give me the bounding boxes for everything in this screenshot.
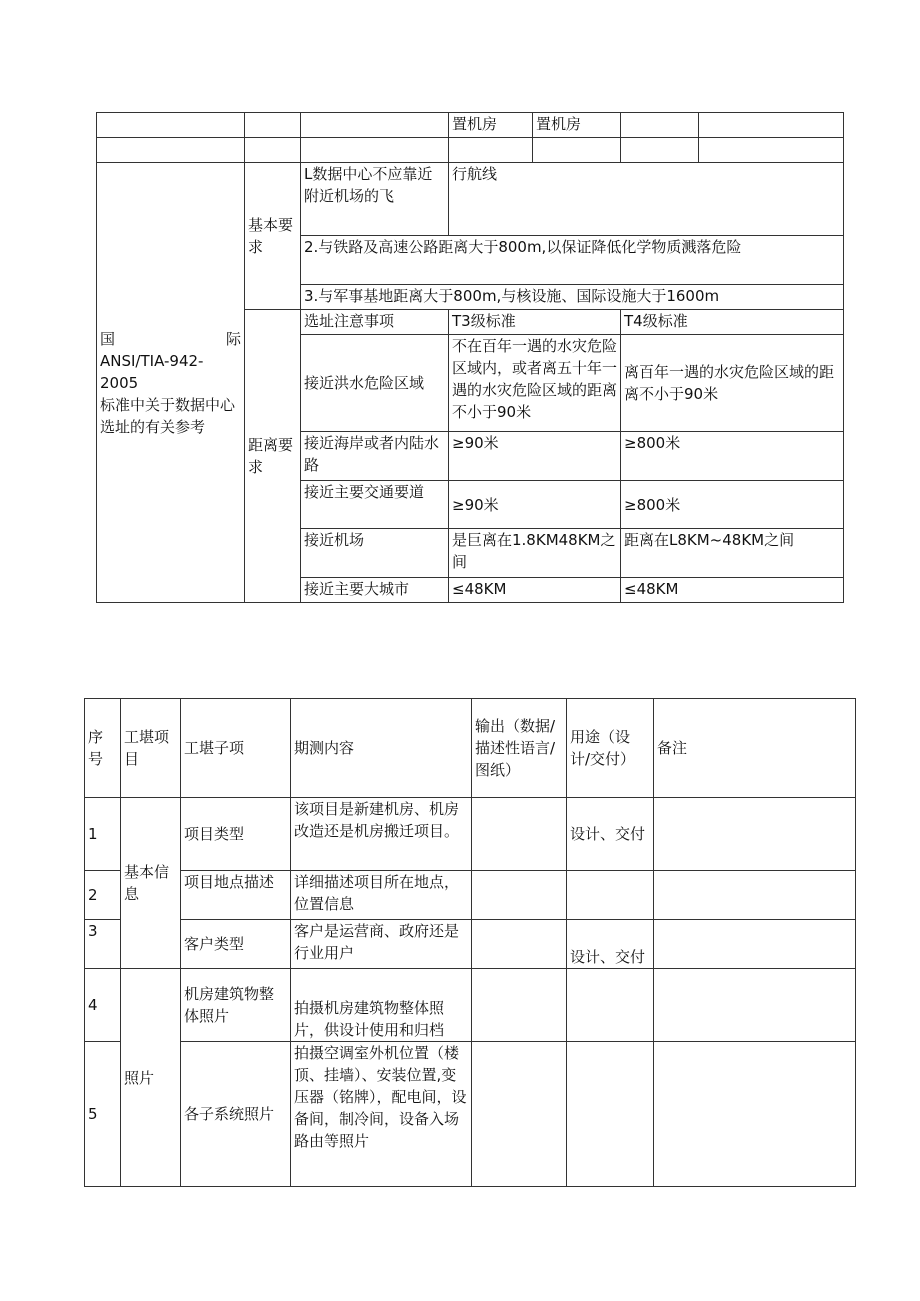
table-cell: 项目类型 [181, 798, 291, 871]
reference-title-line: 标准中关于数据中心选址的有关参考 [100, 395, 236, 436]
table-cell: ≥90米 [449, 432, 621, 481]
group-cell: 照片 [121, 969, 181, 1187]
reference-title-cell [97, 163, 245, 603]
table-cell: 2 [85, 871, 121, 920]
table-cell: 各子系统照片 [181, 1042, 291, 1187]
table-cell: ≥90米 [449, 481, 621, 529]
table-cell: 5 [85, 1042, 121, 1187]
table-cell: 客户是运营商、政府还是行业用户 [291, 920, 472, 969]
table-cell: 接近机场 [301, 529, 449, 578]
table-cell [97, 138, 245, 163]
table-cell [567, 1042, 654, 1187]
table-cell: 接近主要大城市 [301, 578, 449, 603]
table-cell [472, 969, 567, 1042]
table-cell [472, 1042, 567, 1187]
table-cell: ≥800米 [621, 481, 844, 529]
table-cell [621, 138, 699, 163]
table-cell [621, 113, 699, 138]
table-cell: 设计、交付 [567, 798, 654, 871]
table-cell: L数据中心不应靠近附近机场的飞 [301, 163, 449, 236]
table-cell [567, 969, 654, 1042]
table-cell [699, 138, 844, 163]
table-cell: 置机房 [449, 113, 533, 138]
table-cell [472, 798, 567, 871]
table-cell [533, 138, 621, 163]
table-cell: 4 [85, 969, 121, 1042]
survey-items-table [84, 698, 856, 1187]
table-cell [654, 798, 856, 871]
reference-title-line: ANSI/TIA-942-2005 [100, 351, 204, 392]
table-cell: 接近海岸或者内陆水路 [301, 432, 449, 481]
table-cell: 项目地点描述 [181, 871, 291, 920]
table-row [85, 798, 856, 871]
table-cell: 3 [85, 920, 121, 969]
column-header: 工堪子项 [181, 699, 291, 798]
table-cell: 距离在L8KM~48KM之间 [621, 529, 844, 578]
table-cell: ≤48KM [449, 578, 621, 603]
table-cell [654, 969, 856, 1042]
table-cell: 离百年一遇的水灾危险区域的距离不小于90米 [621, 335, 844, 432]
distance-requirement-label: 距离要求 [245, 310, 301, 603]
table-row [85, 969, 856, 1042]
reference-title-line: 国 际 [100, 329, 241, 348]
table-cell: 行航线 [449, 163, 844, 236]
table-cell: 机房建筑物整体照片 [181, 969, 291, 1042]
table-cell [567, 871, 654, 920]
column-header: 输出（数据/描述性语言/图纸） [472, 699, 567, 798]
table-row [85, 1042, 856, 1187]
basic-requirement-label: 基本要求 [245, 163, 301, 310]
table-row [97, 113, 844, 138]
table-cell: 接近洪水危险区域 [301, 335, 449, 432]
column-header: 备注 [654, 699, 856, 798]
table-cell: 客户类型 [181, 920, 291, 969]
table-row [85, 871, 856, 920]
column-header: 工堪项目 [121, 699, 181, 798]
table-cell: 接近主要交通要道 [301, 481, 449, 529]
header-row [85, 699, 856, 798]
table-cell: 置机房 [533, 113, 621, 138]
table-cell: ≤48KM [621, 578, 844, 603]
column-header: T3级标准 [449, 310, 621, 335]
table-cell [301, 113, 449, 138]
table-row [97, 163, 844, 236]
table-cell: 不在百年一遇的水灾危险区域内，或者离五十年一遇的水灾危险区域的距离不小于90米 [449, 335, 621, 432]
table-cell [472, 871, 567, 920]
table-cell [654, 920, 856, 969]
table-cell [245, 113, 301, 138]
table-cell [472, 920, 567, 969]
table-row [85, 920, 856, 969]
table-cell: 3.与军事基地距离大于800m,与核设施、国际设施大于1600m [301, 285, 844, 310]
table-cell: 是巨离在1.8KM48KM之间 [449, 529, 621, 578]
column-header: 期测内容 [291, 699, 472, 798]
table-cell: 详细描述项目所在地点，位置信息 [291, 871, 472, 920]
table-cell [654, 871, 856, 920]
column-header: 选址注意事项 [301, 310, 449, 335]
table-cell [301, 138, 449, 163]
column-header: 序号 [85, 699, 121, 798]
column-header: 用途（设计/交付） [567, 699, 654, 798]
table-cell: 拍摄空调室外机位置（楼顶、挂墙）、安装位置,变压器（铭牌），配电间，设备间，制冷间，设备入场路由等照片 [291, 1042, 472, 1187]
table-cell [97, 113, 245, 138]
table-cell: 该项目是新建机房、机房改造还是机房搬迁项目。 [291, 798, 472, 871]
table-cell [245, 138, 301, 163]
table-row [97, 138, 844, 163]
table-cell: 2.与铁路及高速公路距离大于800m,以保证降低化学物质溅落危险 [301, 236, 844, 285]
table-cell: ≥800米 [621, 432, 844, 481]
group-cell: 基本信息 [121, 798, 181, 969]
table-cell [449, 138, 533, 163]
column-header: T4级标准 [621, 310, 844, 335]
table-cell [699, 113, 844, 138]
table-cell [654, 1042, 856, 1187]
table-cell: 拍摄机房建筑物整体照片，供设计使用和归档 [291, 969, 472, 1042]
table-cell: 1 [85, 798, 121, 871]
table-cell: 设计、交付 [567, 920, 654, 969]
site-selection-table [96, 112, 844, 603]
